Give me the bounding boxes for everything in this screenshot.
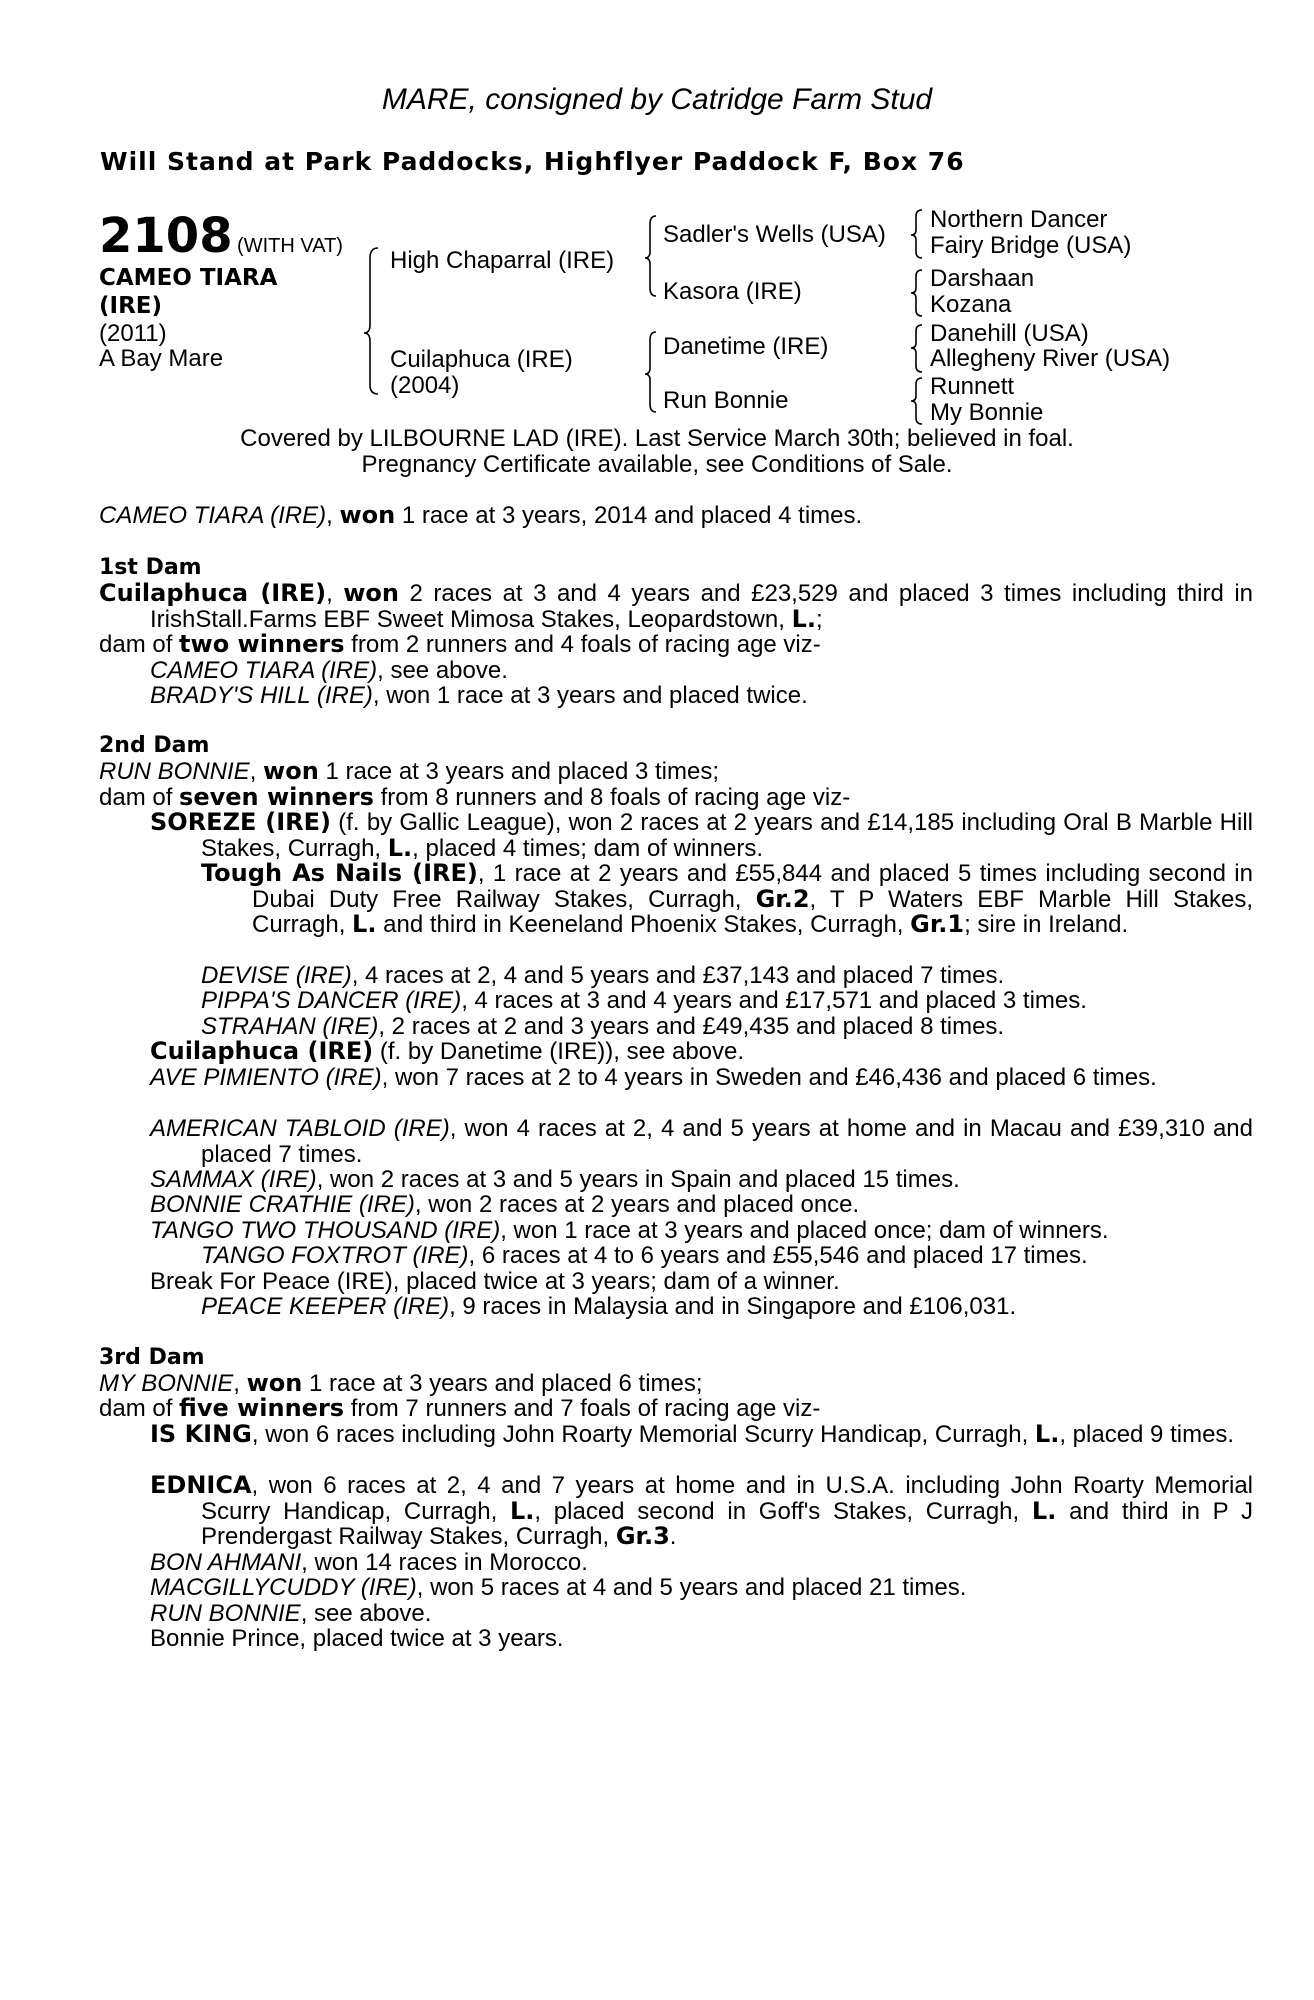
- dam-dam: Run Bonnie: [663, 387, 789, 414]
- dam-year: (2004): [390, 372, 460, 399]
- offspring-bon-ahmani: BON AHMANI, won 14 races in Morocco.: [150, 1549, 588, 1576]
- brace-parents: [364, 248, 378, 394]
- covered-line: Covered by LILBOURNE LAD (IRE). Last Service March 30th; believed in foal.: [240, 425, 1074, 452]
- page-heading: MARE, consigned by Catridge Farm Stud: [381, 83, 933, 116]
- dam: Cuilaphuca (IRE): [390, 346, 573, 373]
- offspring-macgillycuddy: MACGILLYCUDDY (IRE), won 5 races at 4 and 5 years and placed 21 times.: [150, 1574, 967, 1601]
- g-darshaan: Darshaan: [930, 265, 1035, 292]
- pedigree-braces: [0, 0, 1314, 440]
- sire-dam: Kasora (IRE): [663, 278, 802, 305]
- vat-note: (WITH VAT): [237, 235, 343, 257]
- g-my-bonnie: My Bonnie: [930, 399, 1044, 426]
- horse-name: CAMEO TIARA: [99, 265, 278, 291]
- brace-sire: [645, 216, 656, 296]
- horse-year: (2011): [99, 320, 167, 347]
- third-dam-record: MY BONNIE, won 1 race at 3 years and placed 6 times;: [99, 1369, 703, 1397]
- sire: High Chaparral (IRE): [390, 247, 615, 274]
- intro-text: 1 race at 3 years, 2014 and placed 4 times.: [395, 502, 863, 529]
- first-dam-text: 2 races at 3 and 4 years and £23,529 and placed 3 times including third in IrishStall.Farms EBF Sweet Mimosa Stakes, Leopardstown,: [150, 580, 1254, 633]
- second-dam-record: RUN BONNIE, won 1 race at 3 years and placed 3 times;: [99, 757, 719, 785]
- offspring-tango-two-thousand: TANGO TWO THOUSAND (IRE), won 1 race at 3 years and placed once; dam of winners.: [150, 1217, 1109, 1244]
- offspring-bonnie-prince: Bonnie Prince, placed twice at 3 years.: [150, 1625, 564, 1652]
- offspring-peace-keeper: PEACE KEEPER (IRE), 9 races in Malaysia and in Singapore and £106,031.: [201, 1293, 1017, 1320]
- winners-count: two winners: [179, 630, 345, 658]
- horse-description: A Bay Mare: [99, 345, 224, 372]
- offspring-american-tabloid: AMERICAN TABLOID (IRE), won 4 races at 2, 4 and 5 years at home and in Macau and £39,310 and placed 7 times.: [150, 1115, 1253, 1168]
- offspring-ednica: EDNICA, won 6 races at 2, 4 and 7 years at home and in U.S.A. including John Roarty Memorial Scurry Handicap, Curragh, L., placed second in Goff's Stakes, Curragh, L. and third in P J Prendergast Railway Stakes, Curragh, Gr.3.: [150, 1471, 1253, 1551]
- offspring-ave-pimiento: AVE PIMIENTO (IRE), won 7 races at 2 to 4 years in Sweden and £46,436 and placed 6 times.: [150, 1064, 1157, 1091]
- first-dam-won: won: [343, 579, 399, 607]
- sire-sire: Sadler's Wells (USA): [663, 221, 886, 248]
- brace-dam: [645, 332, 656, 412]
- g-northern-dancer: Northern Dancer: [930, 206, 1108, 233]
- brace-g4: [911, 378, 922, 424]
- listed-mark: L.: [791, 604, 816, 633]
- horse-name-suffix: (IRE): [99, 293, 163, 319]
- first-dam-end: ;: [816, 605, 823, 633]
- second-dam-produce: dam of seven winners from 8 runners and 8 foals of racing age viz-: [99, 783, 851, 811]
- offspring-strahan: STRAHAN (IRE), 2 races at 2 and 3 years and £49,435 and placed 8 times.: [201, 1013, 1005, 1040]
- offspring-cuilaphuca: Cuilaphuca (IRE) (f. by Danetime (IRE)), see above.: [150, 1037, 745, 1065]
- g-allegheny-river: Allegheny River (USA): [930, 345, 1171, 372]
- g-fairy-bridge: Fairy Bridge (USA): [930, 232, 1132, 259]
- offspring-break-for-peace: Break For Peace (IRE), placed twice at 3 years; dam of a winner.: [150, 1268, 840, 1295]
- lot-number: 2108: [99, 208, 233, 264]
- offspring-cameo-tiara: CAMEO TIARA (IRE), see above.: [150, 657, 508, 684]
- offspring-bonnie-crathie: BONNIE CRATHIE (IRE), won 2 races at 2 years and placed once.: [150, 1191, 860, 1218]
- offspring-sammax: SAMMAX (IRE), won 2 races at 3 and 5 years in Spain and placed 15 times.: [150, 1166, 960, 1193]
- stand-location: Will Stand at Park Paddocks, Highflyer Paddock F, Box 76: [100, 147, 965, 176]
- intro-won: won: [339, 501, 396, 529]
- first-dam-produce: dam of two winners from 2 runners and 4 foals of racing age viz-: [99, 630, 821, 658]
- brace-g2: [911, 270, 922, 316]
- offspring-tough-as-nails: Tough As Nails (IRE), 1 race at 2 years and £55,844 and placed 5 times including second in Dubai Duty Free Railway Stakes, Curragh, Gr.2, T P Waters EBF Marble Hill Stakes, Curragh, L. and third in Keeneland Phoenix Stakes, Curragh, Gr.1; sire in Ireland.: [201, 859, 1253, 939]
- g-danehill: Danehill (USA): [930, 320, 1089, 347]
- dam-sire: Danetime (IRE): [663, 333, 829, 360]
- offspring-devise: DEVISE (IRE), 4 races at 2, 4 and 5 years and £37,143 and placed 7 times.: [201, 962, 1005, 989]
- intro-line: CAMEO TIARA (IRE), won 1 race at 3 years, 2014 and placed 4 times.: [99, 501, 863, 529]
- offspring-bradys-hill: BRADY'S HILL (IRE), won 1 race at 3 years and placed twice.: [150, 682, 808, 709]
- pregnancy-line: Pregnancy Certificate available, see Conditions of Sale.: [361, 451, 953, 478]
- first-dam-name: Cuilaphuca (IRE): [99, 579, 327, 607]
- third-dam-produce: dam of five winners from 7 runners and 7 foals of racing age viz-: [99, 1394, 821, 1422]
- offspring-soreze: SOREZE (IRE) (f. by Gallic League), won 2 races at 2 years and £14,185 including Oral B Marble Hill Stakes, Curragh, L., placed 4 times; dam of winners.: [150, 808, 1254, 862]
- third-dam-title: 3rd Dam: [99, 1345, 205, 1370]
- first-dam-record: Cuilaphuca (IRE), won 2 races at 3 and 4 years and £23,529 and placed 3 times including third in IrishStall.Farms EBF Sweet Mimosa Stakes, Leopardstown, L.;: [99, 579, 1254, 633]
- offspring-pippas-dancer: PIPPA'S DANCER (IRE), 4 races at 3 and 4 years and £17,571 and placed 3 times.: [201, 987, 1087, 1014]
- intro-name: CAMEO TIARA (IRE): [99, 502, 327, 529]
- offspring-is-king: IS KING, won 6 races including John Roarty Memorial Scurry Handicap, Curragh, L., placed 9 times.: [150, 1420, 1235, 1448]
- offspring-run-bonnie: RUN BONNIE, see above.: [150, 1600, 432, 1627]
- g-runnett: Runnett: [930, 373, 1015, 400]
- second-dam-title: 2nd Dam: [99, 733, 210, 758]
- brace-g1: [911, 210, 922, 258]
- first-dam-title: 1st Dam: [99, 555, 202, 580]
- offspring-tango-foxtrot: TANGO FOXTROT (IRE), 6 races at 4 to 6 years and £55,546 and placed 17 times.: [201, 1242, 1088, 1269]
- g-kozana: Kozana: [930, 291, 1012, 318]
- brace-g3: [911, 325, 922, 372]
